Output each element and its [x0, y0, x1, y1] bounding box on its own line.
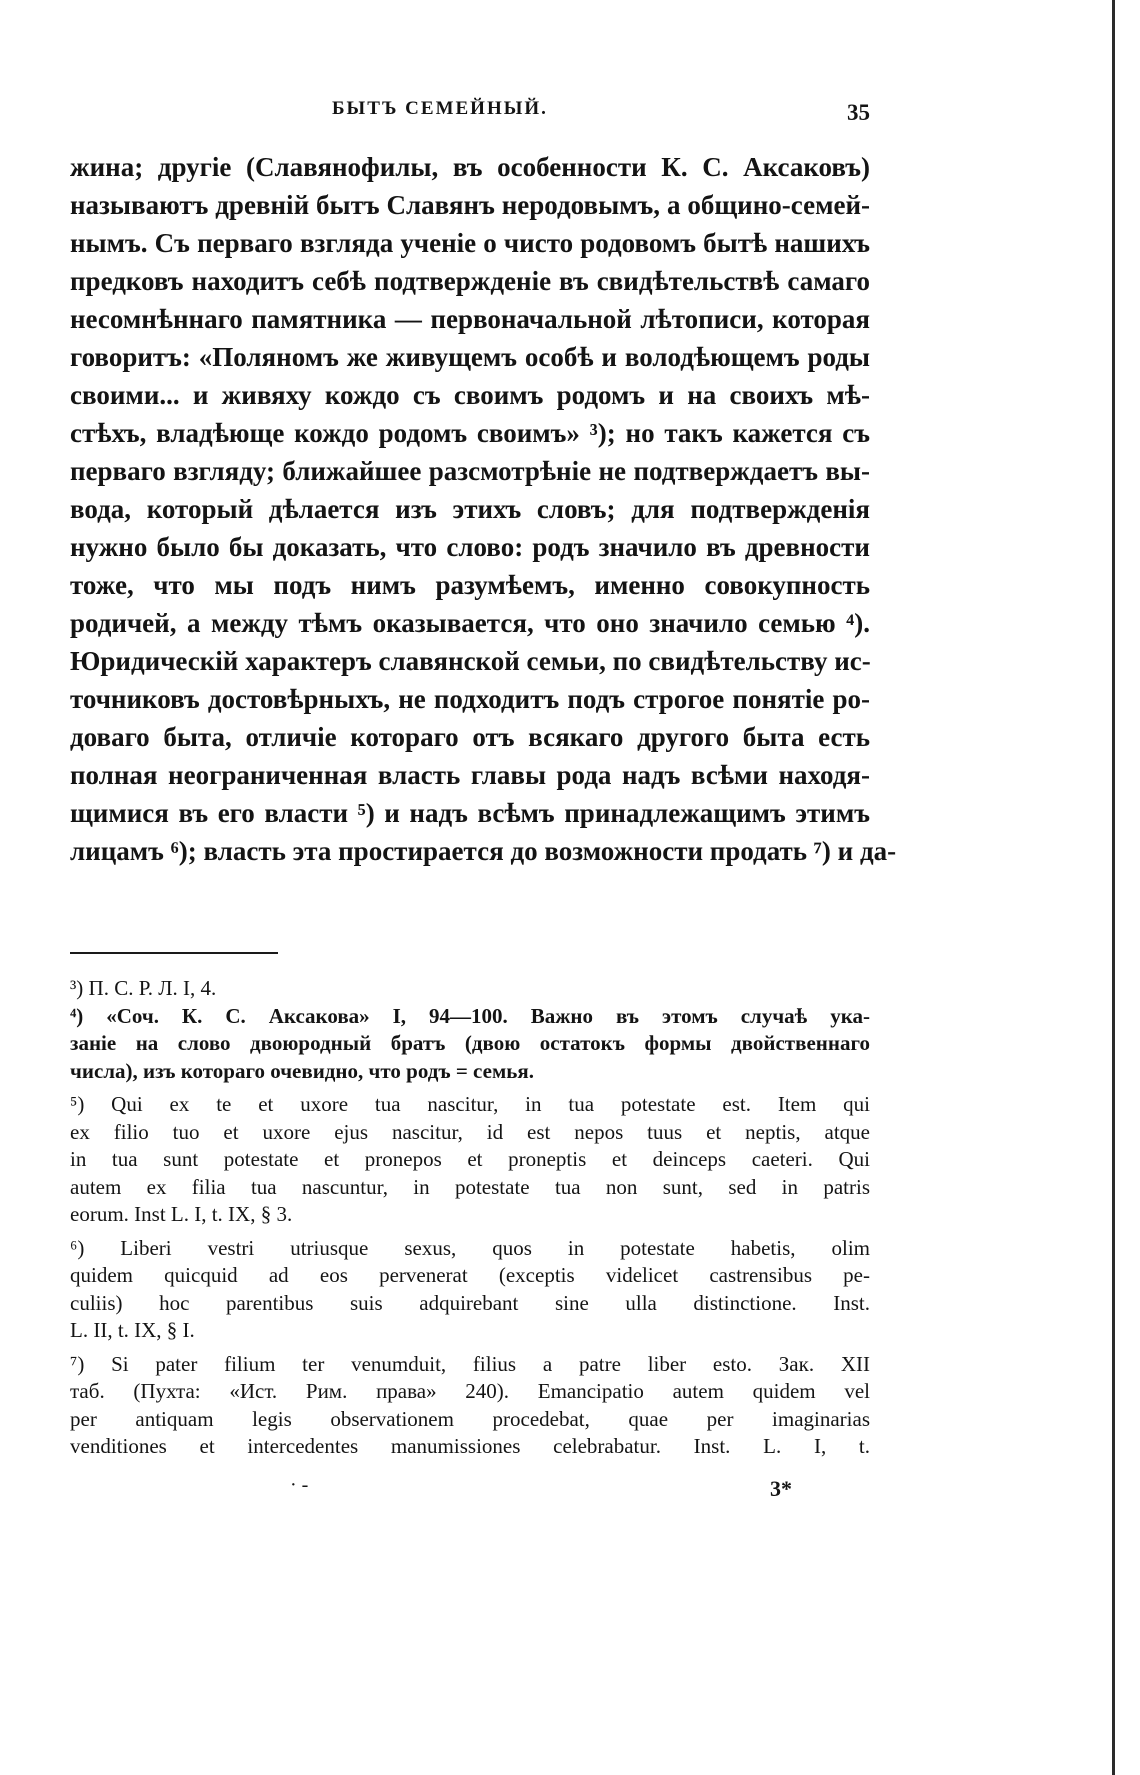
footnote-line: ⁷) Si pater filium ter venumduit, filius a patre liber esto. Зак. XII — [70, 1351, 870, 1376]
text-line: щимися въ его власти ⁵) и надъ всѣмъ принадлежащимъ этимъ — [70, 798, 870, 828]
text-line: тоже, что мы подъ нимъ разумѣемъ, именно совокупность — [70, 570, 870, 600]
footnote-line: ³) П. С. Р. Л. I, 4. — [70, 976, 217, 1000]
footnote-line: таб. (Пухта: «Ист. Рим. права» 240). Emancipatio autem quidem vel — [70, 1379, 870, 1403]
text-line: доваго быта, отличіе котораго отъ всякаго другого быта есть — [70, 722, 870, 752]
text-line: нужно было бы доказать, что слово: родъ значило въ древности — [70, 532, 870, 562]
text-line: точниковъ достовѣрныхъ, не подходитъ подъ строгое понятіе ро- — [70, 684, 870, 714]
page-header — [70, 98, 870, 132]
text-line: жина; другіе (Славянофилы, въ особенности К. С. Аксаковъ) — [70, 152, 870, 182]
text-line: лицамъ ⁶); власть эта простирается до возможности продать ⁷) и да- — [70, 836, 897, 866]
text-line: несомнѣннаго памятника — первоначальной лѣтописи, которая — [70, 304, 870, 334]
text-line: родичей, а между тѣмъ оказывается, что оно значило семью ⁴). — [70, 608, 870, 638]
text-line: перваго взгляду; ближайшее разсмотрѣніе не подтверждаетъ вы- — [70, 456, 870, 486]
footnote-line: числа), изъ котораго очевидно, что родъ = семья. — [70, 1058, 534, 1083]
footnote-line: in tua sunt potestate et pronepos et proneptis et deinceps caeteri. Qui — [70, 1147, 870, 1171]
footnote-5 — [70, 1091, 870, 1229]
text-line: называютъ древній бытъ Славянъ неродовымъ, а общино-семей- — [70, 190, 870, 220]
footnote-line: eorum. Inst L. I, t. IX, § 3. — [70, 1202, 293, 1226]
signature-mark: 3* — [770, 1476, 792, 1501]
footnote-line: autem ex filia tua nascuntur, in potestate tua non sunt, sed in patris — [70, 1174, 870, 1199]
text-line: Юридическій характеръ славянской семьи, по свидѣтельству ис- — [70, 646, 871, 676]
text-line: говоритъ: «Поляномъ же живущемъ особѣ и володѣющемъ роды — [70, 342, 870, 372]
footnote-3 — [70, 975, 870, 1003]
text-line: нымъ. Съ перваго взгляда ученіе о чисто родовомъ бытѣ нашихъ — [70, 228, 870, 258]
text-line: стѣхъ, владѣюще кождо родомъ своимъ» ³); но такъ кажется съ — [70, 418, 870, 448]
main-text — [70, 148, 897, 870]
footnote-line: L. II, t. IX, § I. — [70, 1318, 195, 1342]
footnotes — [70, 975, 870, 1461]
page-number: 35 — [847, 100, 870, 125]
footnote-7 — [70, 1351, 870, 1461]
footnote-line: culiis) hoc parentibus suis adquirebant sine ulla distinctione. Inst. — [70, 1290, 870, 1315]
text-line: полная неограниченная власть главы рода надъ всѣми находя- — [70, 760, 870, 790]
text-line: предковъ находитъ себѣ подтвержденіе въ свидѣтельствѣ самаго — [70, 266, 870, 296]
footnote-line: venditiones et intercedentes manumissiones celebrabatur. Inst. L. I, t. — [70, 1434, 870, 1458]
running-title: БЫТЪ СЕМЕЙНЫЙ. — [332, 98, 548, 119]
footnote-line: per antiquam legis observationem procedebat, quae per imaginarias — [70, 1406, 870, 1431]
footnote-line: ⁶) Liberi vestri utriusque sexus, quos in potestate habetis, olim — [70, 1235, 870, 1260]
footnote-line: заніе на слово двоюродный братъ (двою остатокъ формы двойственнаго — [70, 1031, 870, 1055]
signature-dash: · - — [290, 1474, 309, 1496]
footnote-line: ex filio tuo et uxore ejus nascitur, id est nepos tuus et neptis, atque — [70, 1119, 870, 1144]
text-line: вода, который дѣлается изъ этихъ словъ; для подтвержденія — [70, 494, 870, 524]
footnote-line: quidem quicquid ad eos pervenerat (exceptis videlicet castrensibus pe- — [70, 1263, 870, 1287]
footnote-4 — [70, 1003, 870, 1086]
footnote-line: ⁴) «Соч. К. С. Аксакова» I, 94—100. Важно въ этомъ случаѣ ука- — [70, 1003, 870, 1028]
scan-edge-line — [1112, 0, 1115, 1775]
footnote-line: ⁵) Qui ex te et uxore tua nascitur, in tua potestate est. Item qui — [70, 1092, 870, 1116]
footnote-divider — [70, 952, 278, 954]
text-line: своими... и живяху кождо съ своимъ родомъ и на своихъ мѣ- — [70, 380, 870, 410]
footnote-6 — [70, 1235, 870, 1345]
